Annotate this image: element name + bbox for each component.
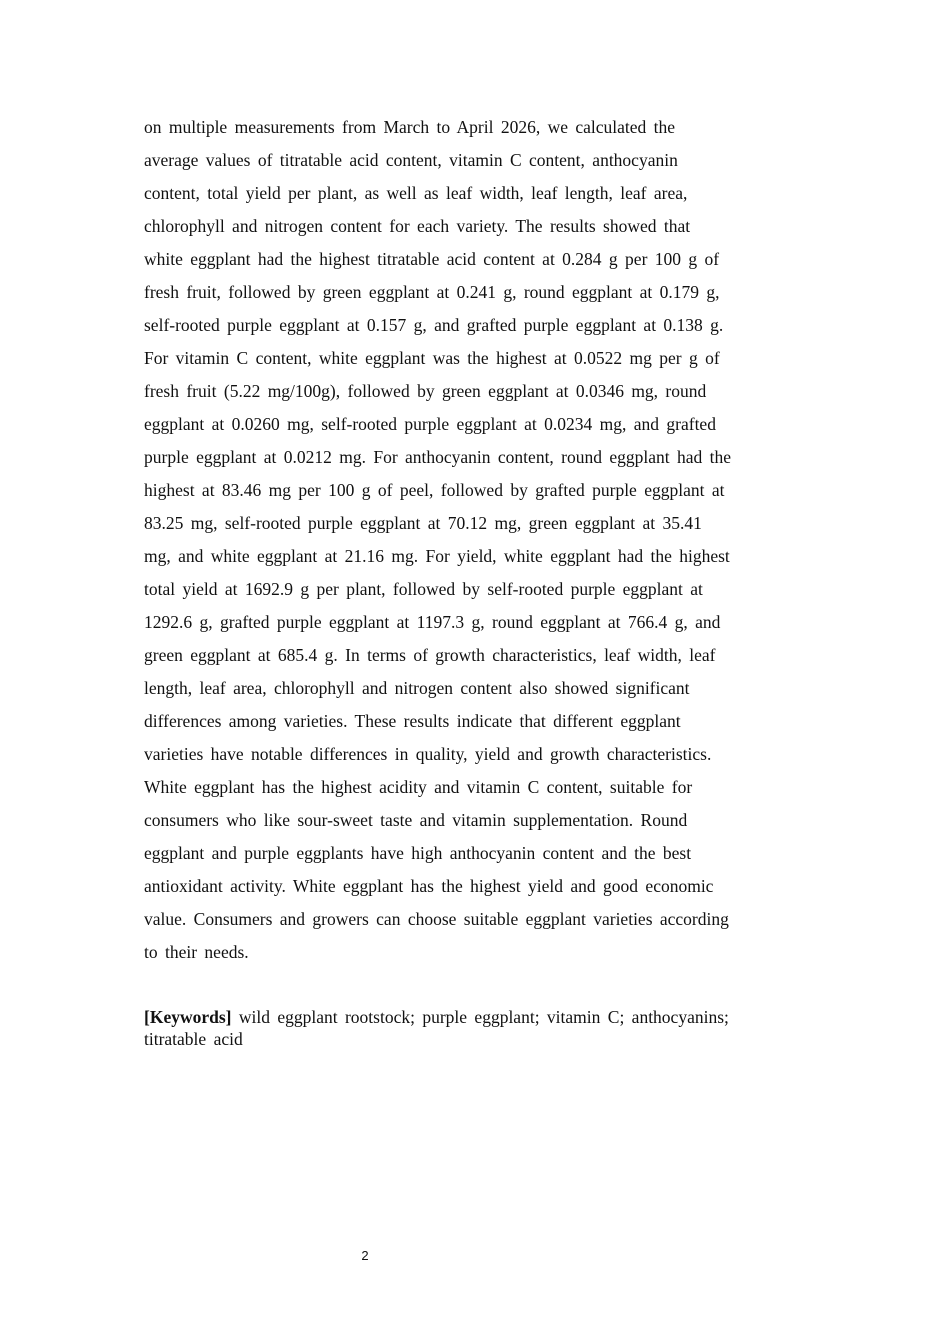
body-line: fresh fruit (5.22 mg/100g), followed by green eggplant at 0.0346 mg, round: [144, 381, 707, 401]
body-line: white eggplant had the highest titratable acid content at 0.284 g per 100 g of: [144, 249, 720, 269]
body-line: mg, and white eggplant at 21.16 mg. For yield, white eggplant had the highest: [144, 546, 730, 566]
body-line: For vitamin C content, white eggplant was the highest at 0.0522 mg per g of: [144, 348, 720, 368]
keywords-label: [Keywords]: [144, 1007, 232, 1027]
body-line: 1292.6 g, grafted purple eggplant at 1197.3 g, round eggplant at 766.4 g, and: [144, 612, 721, 632]
body-line: varieties have notable differences in quality, yield and growth characteristics.: [144, 744, 712, 764]
keywords-text: wild eggplant rootstock; purple eggplant; vitamin C; anthocyanins;: [231, 1007, 729, 1027]
body-line: average values of titratable acid content, vitamin C content, anthocyanin: [144, 150, 678, 170]
body-line: consumers who like sour-sweet taste and vitamin supplementation. Round: [144, 810, 688, 830]
body-line: content, total yield per plant, as well as leaf width, leaf length, leaf area,: [144, 183, 688, 203]
body-line: length, leaf area, chlorophyll and nitrogen content also showed significant: [144, 678, 690, 698]
body-line: highest at 83.46 mg per 100 g of peel, followed by grafted purple eggplant at: [144, 480, 725, 500]
abstract-body: [144, 111, 809, 969]
body-line: White eggplant has the highest acidity and vitamin C content, suitable for: [144, 777, 693, 797]
body-line: self-rooted purple eggplant at 0.157 g, and grafted purple eggplant at 0.138 g.: [144, 315, 724, 335]
body-line: eggplant at 0.0260 mg, self-rooted purple eggplant at 0.0234 mg, and grafted: [144, 414, 716, 434]
body-line: green eggplant at 685.4 g. In terms of growth characteristics, leaf width, leaf: [144, 645, 716, 665]
body-line: eggplant and purple eggplants have high anthocyanin content and the best: [144, 843, 692, 863]
body-line: purple eggplant at 0.0212 mg. For anthocyanin content, round eggplant had the: [144, 447, 732, 467]
body-line: differences among varieties. These results indicate that different eggplant: [144, 711, 681, 731]
body-line: chlorophyll and nitrogen content for each variety. The results showed that: [144, 216, 691, 236]
body-line: fresh fruit, followed by green eggplant at 0.241 g, round eggplant at 0.179 g,: [144, 282, 720, 302]
page-number: 2: [361, 1248, 369, 1263]
body-line: 83.25 mg, self-rooted purple eggplant at 70.12 mg, green eggplant at 35.41: [144, 513, 702, 533]
body-line: on multiple measurements from March to April 2026, we calculated the: [144, 117, 676, 137]
body-line: value. Consumers and growers can choose suitable eggplant varieties according: [144, 909, 729, 929]
body-line: antioxidant activity. White eggplant has the highest yield and good economic: [144, 876, 714, 896]
body-line: to their needs.: [144, 942, 249, 962]
body-line: total yield at 1692.9 g per plant, followed by self-rooted purple eggplant at: [144, 579, 703, 599]
keywords-block: [144, 1006, 809, 1050]
keywords-line-continued: titratable acid: [144, 1029, 243, 1049]
keywords-line: [144, 1006, 809, 1028]
